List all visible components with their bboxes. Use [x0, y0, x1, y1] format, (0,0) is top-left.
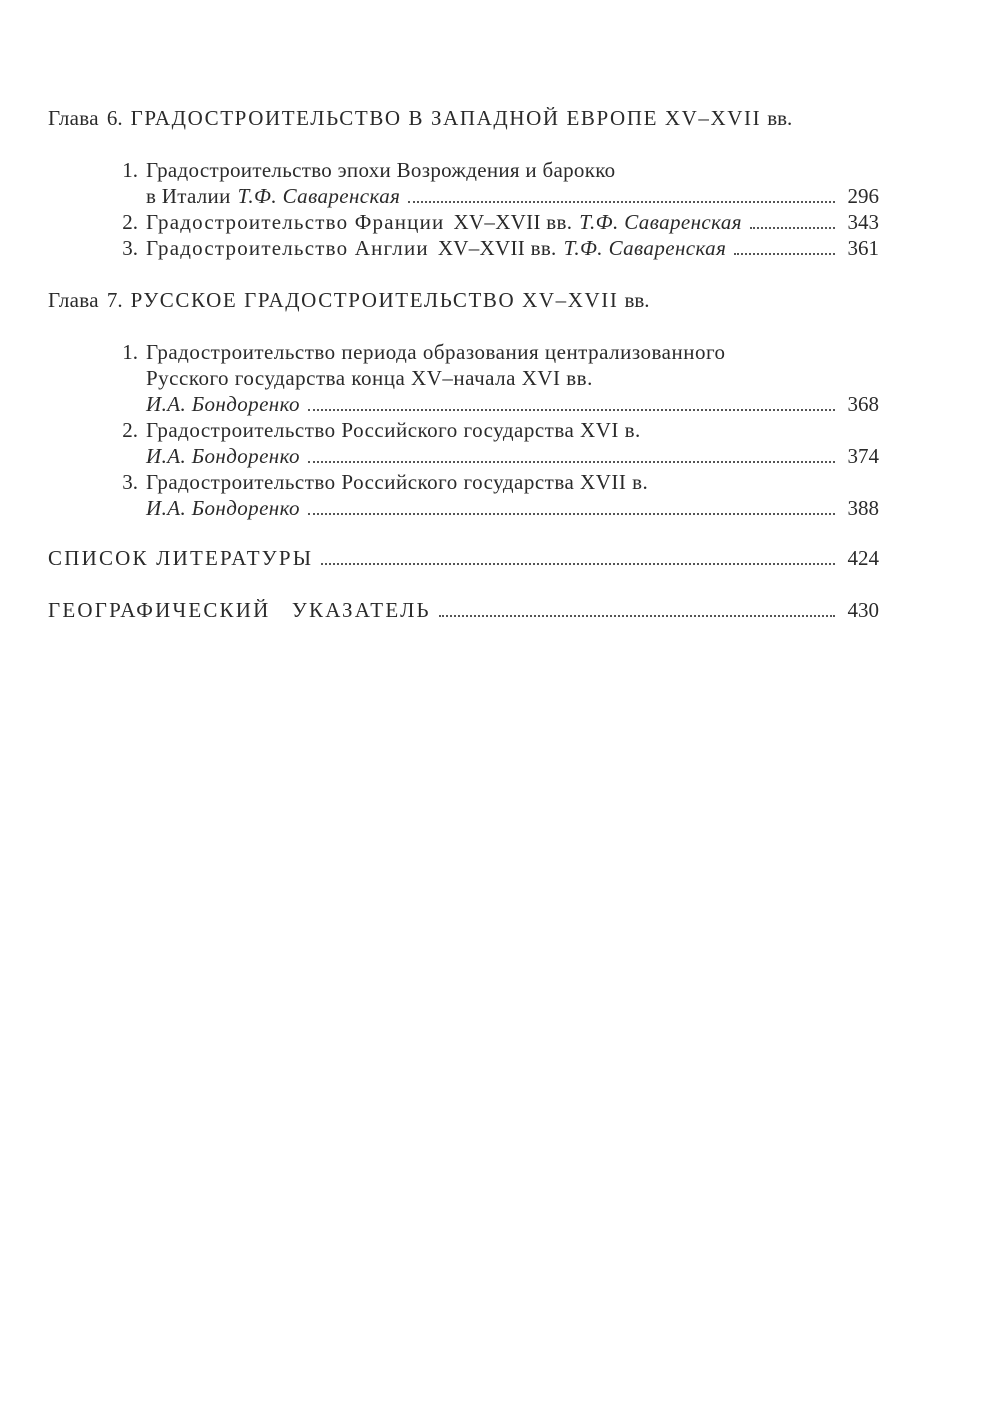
chapter-7-heading	[48, 287, 878, 313]
section-title: Градостроительство эпохи Возрождения и барокко	[146, 158, 616, 182]
geographic-index-title: ГЕОГРАФИЧЕСКИЙ УКАЗАТЕЛЬ	[48, 598, 431, 622]
chapter-title-suffix: вв.	[624, 288, 650, 312]
page-number: 424	[847, 546, 879, 570]
toc-entry[interactable]	[146, 183, 879, 209]
page-number: 361	[847, 236, 879, 260]
section-title: Градостроительство Российского государства XVI в.	[146, 418, 641, 442]
section-author: И.А. Бондоренко	[146, 392, 300, 416]
chapter-6-heading	[48, 105, 878, 131]
page-number: 374	[847, 444, 879, 468]
toc-entry[interactable]	[146, 391, 879, 417]
toc-entry-line	[146, 365, 879, 391]
section-number: 1.	[122, 158, 138, 182]
section-author: И.А. Бондоренко	[146, 444, 300, 468]
section-author: Т.Ф. Саваренская	[563, 236, 727, 260]
dot-leader	[408, 201, 835, 203]
section-author: Т.Ф. Саваренская	[579, 210, 742, 234]
dot-leader	[734, 253, 835, 255]
page-number: 343	[847, 210, 879, 234]
chapter-label: Глава	[48, 288, 99, 312]
section-number: 3.	[122, 470, 138, 494]
section-number: 1.	[122, 340, 138, 364]
section-title: Градостроительство Российского государства XVII в.	[146, 470, 649, 494]
toc-entry-line	[146, 417, 879, 443]
chapter-title: РУССКОЕ ГРАДОСТРОИТЕЛЬСТВО XV–XVII	[130, 288, 619, 312]
toc-entry-references[interactable]	[48, 545, 879, 571]
dot-leader	[750, 227, 835, 229]
dot-leader	[321, 563, 835, 565]
toc-entry[interactable]	[146, 495, 879, 521]
toc-entry[interactable]	[146, 235, 879, 261]
section-number: 2.	[122, 210, 138, 234]
chapter-title-suffix: вв.	[767, 106, 793, 130]
references-title: СПИСОК ЛИТЕРАТУРЫ	[48, 546, 314, 570]
toc-entry[interactable]	[146, 443, 879, 469]
section-title-continued: Русского государства конца XV–начала XVI вв.	[146, 366, 593, 390]
section-title-continued: в Италии	[146, 184, 231, 208]
toc-entry-line	[146, 157, 879, 183]
page-number: 368	[847, 392, 879, 416]
section-author: Т.Ф. Саваренская	[237, 184, 401, 208]
chapter-number: 6.	[106, 106, 123, 130]
section-title: Градостроительство периода образования централизованного	[146, 340, 726, 364]
toc-entry-line	[146, 339, 879, 365]
page-number: 296	[847, 184, 879, 208]
toc-entry-line	[146, 469, 879, 495]
section-number: 2.	[122, 418, 138, 442]
section-title-period: XV–XVII вв.	[437, 236, 557, 260]
section-title-period: XV–XVII вв.	[453, 210, 573, 234]
dot-leader	[308, 409, 835, 411]
toc-entry-geographic-index[interactable]	[48, 597, 879, 623]
dot-leader	[308, 513, 835, 515]
page-number: 388	[847, 496, 879, 520]
dot-leader	[308, 461, 835, 463]
chapter-number: 7.	[106, 288, 123, 312]
page-number: 430	[847, 598, 879, 622]
section-title: Градостроительство Англии	[146, 236, 429, 260]
section-number: 3.	[122, 236, 138, 260]
chapter-title: ГРАДОСТРОИТЕЛЬСТВО В ЗАПАДНОЙ ЕВРОПЕ XV–XVII	[130, 106, 762, 130]
dot-leader	[439, 615, 835, 617]
section-author: И.А. Бондоренко	[146, 496, 300, 520]
toc-entry[interactable]	[146, 209, 879, 235]
section-title: Градостроительство Франции	[146, 210, 445, 234]
chapter-label: Глава	[48, 106, 99, 130]
